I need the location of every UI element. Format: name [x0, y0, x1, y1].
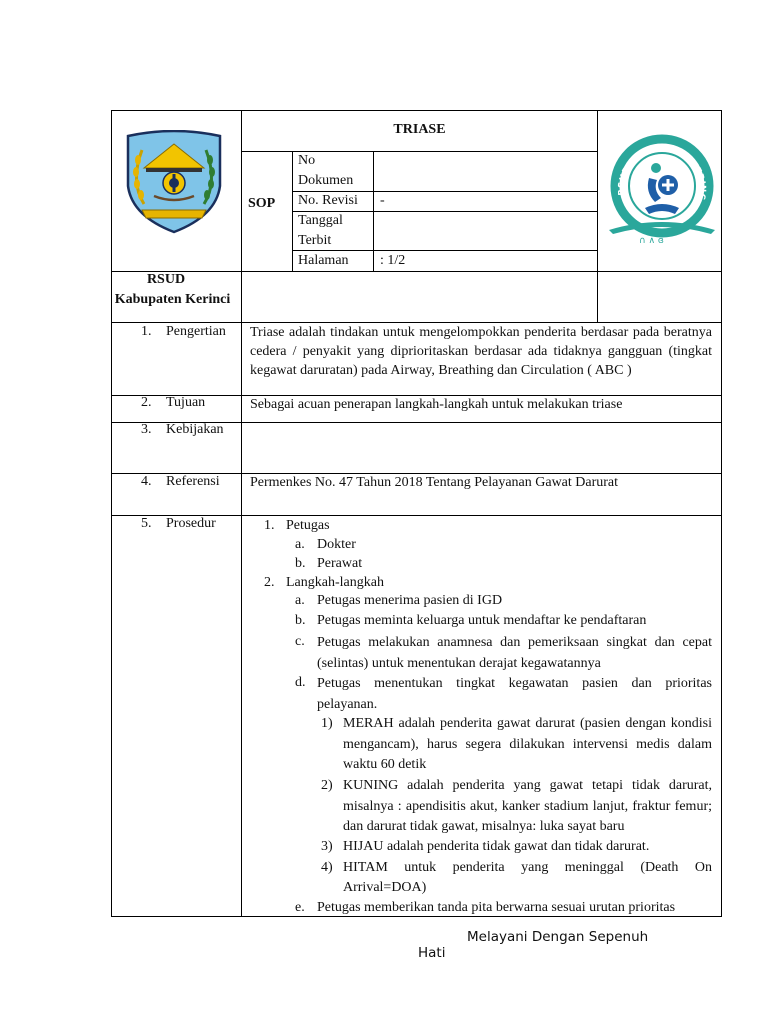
meta-label-tanggal-terbit-1: Tanggal: [298, 213, 343, 228]
triage-level-1-number: 1): [321, 716, 333, 731]
pengertian-text: Triase adalah tindakan untuk mengelompokkan penderita berdasar pada beratnya cedera / penyakit yang diprioritaskan berdasar ada tidaknya gangguan (tingkat kegawat daruratan) pada Airway, Breathing dan Circulation ( ABC ): [250, 325, 712, 378]
document-title: TRIASE: [393, 122, 446, 137]
column-divider-logo: [597, 110, 598, 323]
footer-motto-line2: Hati: [418, 945, 446, 961]
meta-value-no-revisi: -: [380, 193, 385, 208]
svg-text:∩ ∧ ɞ: ∩ ∧ ɞ: [639, 236, 664, 245]
prosedur-item-2a-text: Petugas menerima pasien di IGD: [317, 593, 503, 608]
table-border-top: [111, 110, 722, 111]
prosedur-item-2b-text: Petugas meminta keluarga untuk mendaftar ke pendaftaran: [317, 613, 647, 628]
referensi-text: Permenkes No. 47 Tahun 2018 Tentang Pelayanan Gawat Darurat: [250, 475, 619, 490]
column-divider-sop: [292, 151, 293, 272]
rsud-kerinci-logo: [605, 130, 717, 245]
prosedur-item-1a-text: Dokter: [317, 537, 356, 552]
prosedur-item-1b-number: b.: [295, 556, 306, 571]
prosedur-item-1b-text: Perawat: [317, 556, 363, 571]
section-label-referensi: Referensi: [166, 474, 220, 489]
tujuan-text: Sebagai acuan penerapan langkah-langkah untuk melakukan triase: [250, 397, 623, 412]
svg-text:RSUD KABUPATEN KERINCI: RSUD KABUPATEN KERINC: [616, 144, 708, 201]
prosedur-item-2b-number: b.: [295, 613, 306, 628]
hospital-name-line2: Kabupaten Kerinci: [114, 292, 231, 307]
section-label-kebijakan: Kebijakan: [166, 422, 224, 437]
prosedur-item-1-text: Petugas: [286, 518, 330, 533]
section-number-kebijakan: 3.: [141, 422, 152, 437]
section-number-pengertian: 1.: [141, 324, 152, 339]
prosedur-item-2e-text: Petugas memberikan tanda pita berwarna sesuai urutan prioritas: [317, 900, 676, 915]
prosedur-item-2-number: 2.: [264, 575, 275, 590]
meta-label-halaman: Halaman: [298, 253, 349, 268]
triage-level-2-number: 2): [321, 778, 333, 793]
regency-emblem-logo: [122, 130, 226, 234]
section-label-pengertian: Pengertian: [166, 324, 226, 339]
table-border-left: [111, 110, 112, 917]
triage-level-3-number: 3): [321, 839, 333, 854]
column-divider-main: [241, 110, 242, 917]
section-number-referensi: 4.: [141, 474, 152, 489]
prosedur-item-1a-number: a.: [295, 537, 305, 552]
triage-level-4-number: 4): [321, 860, 333, 875]
prosedur-item-2d-text: Petugas menentukan tingkat kegawatan pasien dan prioritas pelayanan.: [317, 676, 712, 712]
triage-level-2-text: KUNING adalah penderita yang gawat tetapi tidak darurat, misalnya : apendisitis akut, kanker stadium lanjut, fraktur femur; dan darurat tidak gawat, misalnya: luka sayat baru: [343, 778, 712, 834]
triage-level-3-text: HIJAU adalah penderita tidak gawat dan tidak darurat.: [343, 839, 650, 854]
prosedur-item-2c-number: c.: [295, 634, 305, 649]
column-divider-meta: [373, 151, 374, 272]
prosedur-item-1-number: 1.: [264, 518, 275, 533]
meta-label-no-dokumen-1: No: [298, 153, 316, 168]
table-border-right: [721, 110, 722, 917]
header-title-divider: [241, 151, 597, 152]
prosedur-item-2a-number: a.: [295, 593, 305, 608]
prosedur-item-2e-number: e.: [295, 900, 305, 915]
meta-label-no-revisi: No. Revisi: [298, 193, 358, 208]
triage-level-1-text: MERAH adalah penderita gawat darurat (pasien dengan kondisi mengancam), harus segera dilakukan intervensi medis dalam waktu 60 detik: [343, 716, 712, 772]
triage-level-4-text: HITAM untuk penderita yang meninggal (Death On Arrival=DOA): [343, 860, 712, 895]
meta-value-halaman: : 1/2: [380, 253, 406, 268]
footer-motto-line1: Melayani Dengan Sepenuh: [467, 929, 649, 945]
meta-label-tanggal-terbit-2: Terbit: [298, 233, 332, 248]
hospital-name-line1: RSUD: [146, 272, 186, 287]
section-label-prosedur: Prosedur: [166, 516, 216, 531]
prosedur-item-2-text: Langkah-langkah: [286, 575, 384, 590]
meta-label-no-dokumen-2: Dokumen: [298, 173, 354, 188]
sop-label: SOP: [248, 196, 276, 211]
section-number-prosedur: 5.: [141, 516, 152, 531]
section-number-tujuan: 2.: [141, 395, 152, 410]
section-label-tujuan: Tujuan: [166, 395, 206, 410]
prosedur-item-2c-text: Petugas melakukan anamnesa dan pemeriksaan singkat dan cepat (selintas) untuk menentukan derajat kegawatannya: [317, 635, 712, 671]
prosedur-item-2d-number: d.: [295, 675, 306, 690]
